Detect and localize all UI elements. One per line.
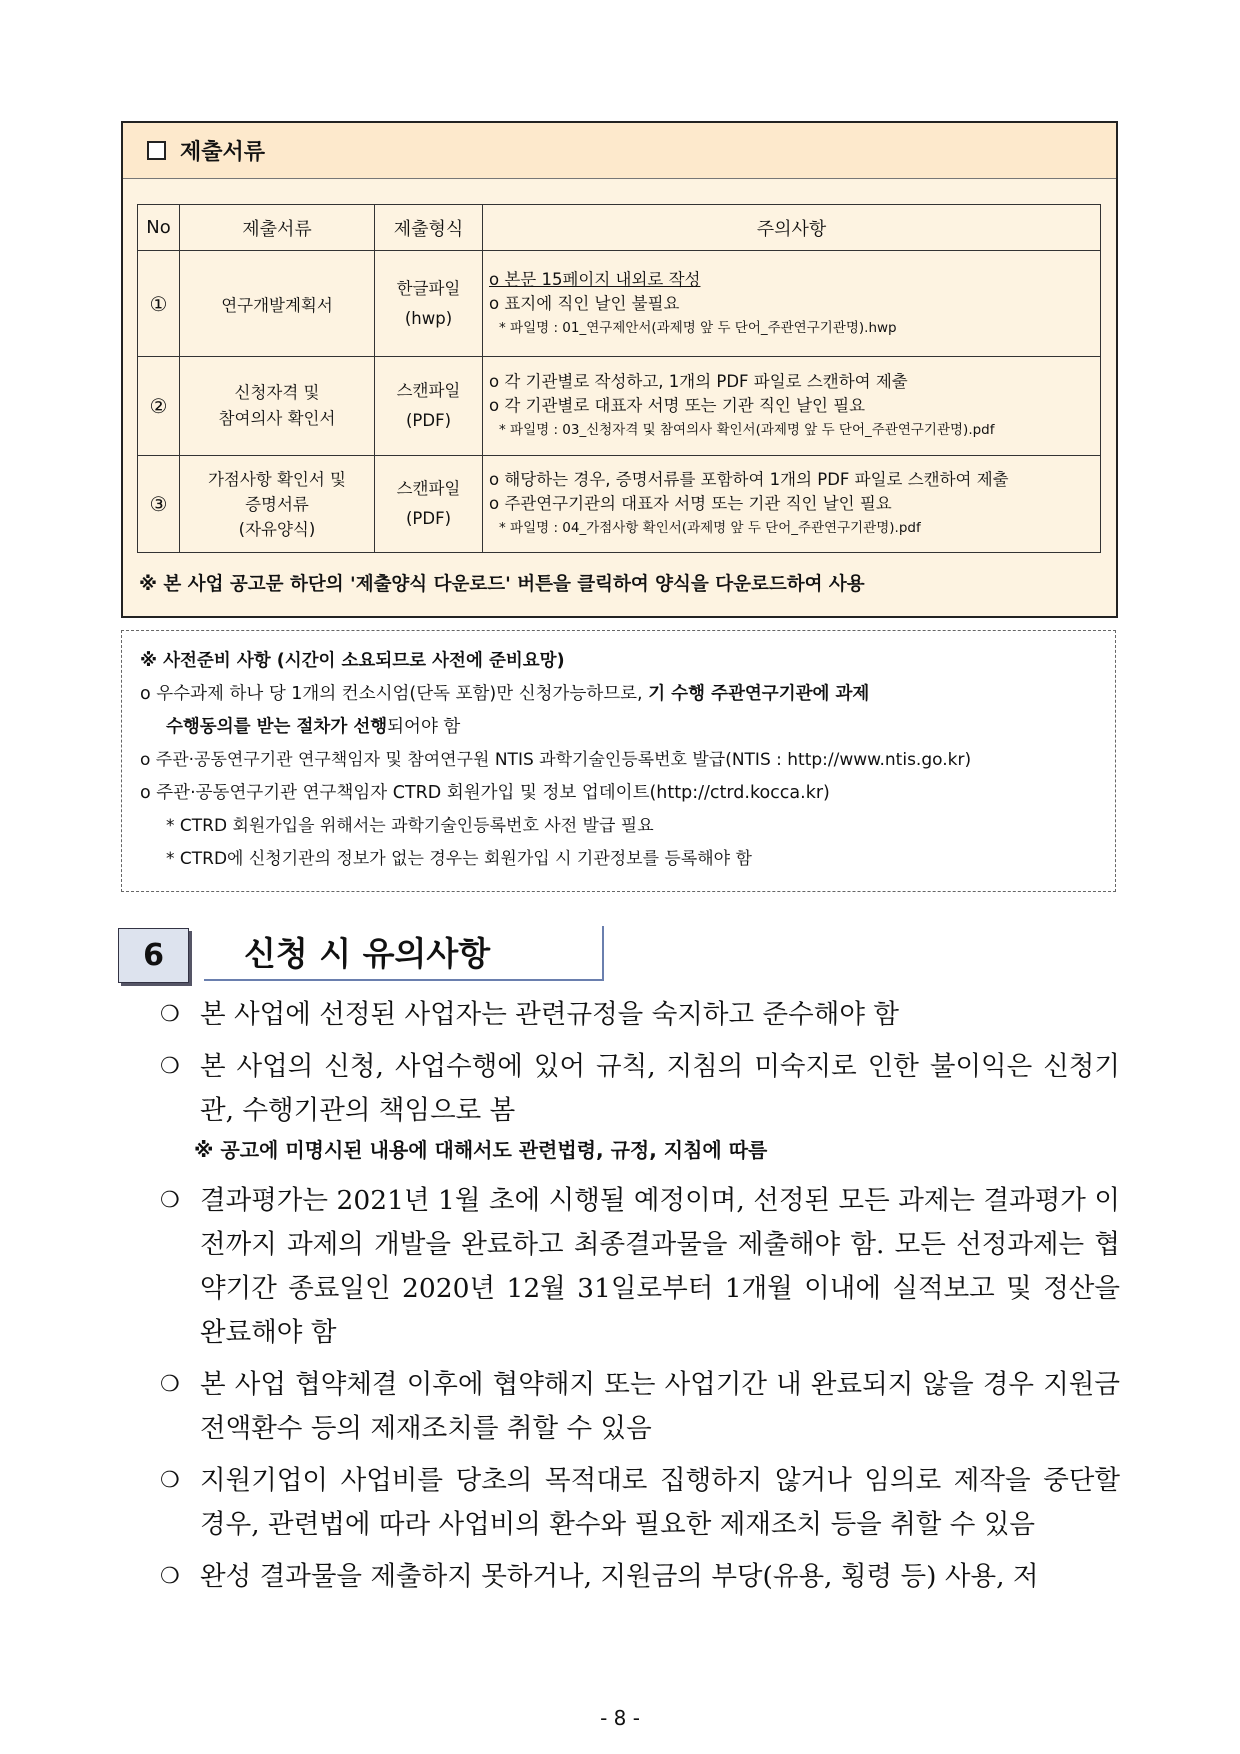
circle-bullet-icon: ❍	[160, 1468, 180, 1493]
preparation-item-text: 되어야 함	[387, 717, 461, 737]
filename-note: * 파일명 : 03_신청자격 및 참여의사 확인서(과제명 앞 두 단어_주관연구기관명).pdf	[499, 422, 995, 438]
column-header: 제출형식	[375, 205, 483, 251]
circle-bullet-icon: ❍	[160, 1054, 180, 1079]
caution-cell	[483, 357, 1101, 456]
table-row	[138, 251, 1101, 357]
circle-bullet-icon: ❍	[160, 1564, 180, 1589]
preparation-item-emphasis: 기 수행 주관연구기관에 과제	[648, 684, 870, 704]
document-format: 스캔파일 (PDF)	[375, 357, 483, 456]
list-item	[160, 1179, 1120, 1355]
caution-cell	[483, 251, 1101, 357]
circle-bullet-icon: ❍	[160, 1002, 180, 1027]
section-number: 6	[118, 928, 189, 983]
preparation-item-text: o 우수과제 하나 당 1개의 컨소시엄(단독 포함)만 신청가능하므로,	[140, 684, 649, 704]
list-item	[160, 1555, 1120, 1599]
filename-note: * 파일명 : 04_가점사항 확인서(과제명 앞 두 단어_주관연구기관명).pdf	[499, 520, 921, 536]
submission-box	[121, 121, 1118, 618]
submission-heading	[123, 123, 1116, 179]
document-format: 한글파일 (hwp)	[375, 251, 483, 357]
submission-table	[137, 204, 1101, 553]
caution-cell	[483, 456, 1101, 553]
row-number: ③	[138, 456, 180, 553]
list-item	[160, 1363, 1120, 1451]
paragraph-text: 본 사업의 신청, 사업수행에 있어 규칙, 지침의 미숙지로 인한 불이익은 신청기관, 수행기관의 책임으로 봄	[200, 1051, 1120, 1126]
checkbox-square-icon	[147, 141, 166, 160]
document-name: 가점사항 확인서 및 증명서류 (자유양식)	[180, 456, 375, 553]
paragraph-text: 본 사업 협약체결 이후에 협약해지 또는 사업기간 내 완료되지 않을 경우 지원금 전액환수 등의 제재조치를 취할 수 있음	[200, 1369, 1120, 1444]
page-number: - 8 -	[600, 1706, 640, 1730]
row-number: ②	[138, 357, 180, 456]
submission-footnote: ※ 본 사업 공고문 하단의 '제출양식 다운로드' 버튼을 클릭하여 양식을 다운로드하여 사용	[139, 574, 865, 595]
table-row	[138, 456, 1101, 553]
caution-line: o 주관연구기관의 대표자 서명 또는 기관 직인 날인 필요	[489, 494, 892, 513]
preparation-subnote: * CTRD 회원가입을 위해서는 과학기술인등록번호 사전 발급 필요	[166, 816, 654, 836]
document-name: 연구개발계획서	[180, 251, 375, 357]
paragraph-text: 완성 결과물을 제출하지 못하거나, 지원금의 부당(유용, 횡령 등) 사용, 저	[200, 1561, 1039, 1592]
caution-line: o 각 기관별로 작성하고, 1개의 PDF 파일로 스캔하여 제출	[489, 372, 908, 391]
preparation-heading: ※ 사전준비 사항 (시간이 소요되므로 사전에 준비요망)	[140, 651, 565, 671]
table-header-row	[138, 205, 1101, 251]
section-title: 신청 시 유의사항	[204, 926, 604, 981]
preparation-subnote: * CTRD에 신청기관의 정보가 없는 경우는 회원가입 시 기관정보를 등록해야 함	[166, 849, 752, 869]
document-name: 신청자격 및 참여의사 확인서	[180, 357, 375, 456]
paragraph-text: 본 사업에 선정된 사업자는 관련규정을 숙지하고 준수해야 함	[200, 999, 899, 1030]
document-format: 스캔파일 (PDF)	[375, 456, 483, 553]
caution-line: o 각 기관별로 대표자 서명 또는 기관 직인 날인 필요	[489, 396, 866, 415]
list-item	[160, 1045, 1120, 1133]
preparation-item-emphasis: 수행동의를 받는 절차가 선행	[166, 717, 388, 737]
paragraph-note: ※ 공고에 미명시된 내용에 대해서도 관련법령, 규정, 지침에 따름	[194, 1138, 768, 1162]
filename-note: * 파일명 : 01_연구제안서(과제명 앞 두 단어_주관연구기관명).hwp	[499, 319, 897, 336]
preparation-item: o 주관·공동연구기관 연구책임자 및 참여연구원 NTIS 과학기술인등록번호 발급(NTIS : http://www.ntis.go.kr)	[140, 750, 972, 770]
paragraph-text: 결과평가는 2021년 1월 초에 시행될 예정이며, 선정된 모든 과제는 결과평가 이전까지 과제의 개발을 완료하고 최종결과물을 제출해야 함. 모든 선정과제는 협약기간 종료일인 2020년 12월 31일로부터 1개월 이내에 실적보고 및 정산을 완료해야 함	[200, 1185, 1120, 1348]
section-body	[160, 993, 1120, 1607]
table-row	[138, 357, 1101, 456]
circle-bullet-icon: ❍	[160, 1188, 180, 1213]
circle-bullet-icon: ❍	[160, 1372, 180, 1397]
paragraph-text: 지원기업이 사업비를 당초의 목적대로 집행하지 않거나 임의로 제작을 중단할 경우, 관련법에 따라 사업비의 환수와 필요한 제재조치 등을 취할 수 있음	[200, 1465, 1120, 1540]
caution-line: o 표지에 직인 날인 불필요	[489, 293, 680, 313]
caution-line: o 해당하는 경우, 증명서류를 포함하여 1개의 PDF 파일로 스캔하여 제출	[489, 470, 1009, 489]
preparation-item: o 주관·공동연구기관 연구책임자 CTRD 회원가입 및 정보 업데이트(http://ctrd.kocca.kr)	[140, 783, 830, 803]
preparation-item-continued	[140, 711, 1105, 744]
column-header: 주의사항	[483, 205, 1101, 251]
caution-line: o 본문 15페이지 내외로 작성	[489, 269, 701, 289]
list-item	[160, 993, 1120, 1037]
preparation-box	[121, 630, 1116, 892]
column-header: 제출서류	[180, 205, 375, 251]
column-header: No	[138, 205, 180, 251]
list-item	[160, 1459, 1120, 1547]
preparation-item	[140, 678, 1105, 711]
row-number: ①	[138, 251, 180, 357]
submission-heading-text: 제출서류	[180, 140, 266, 165]
